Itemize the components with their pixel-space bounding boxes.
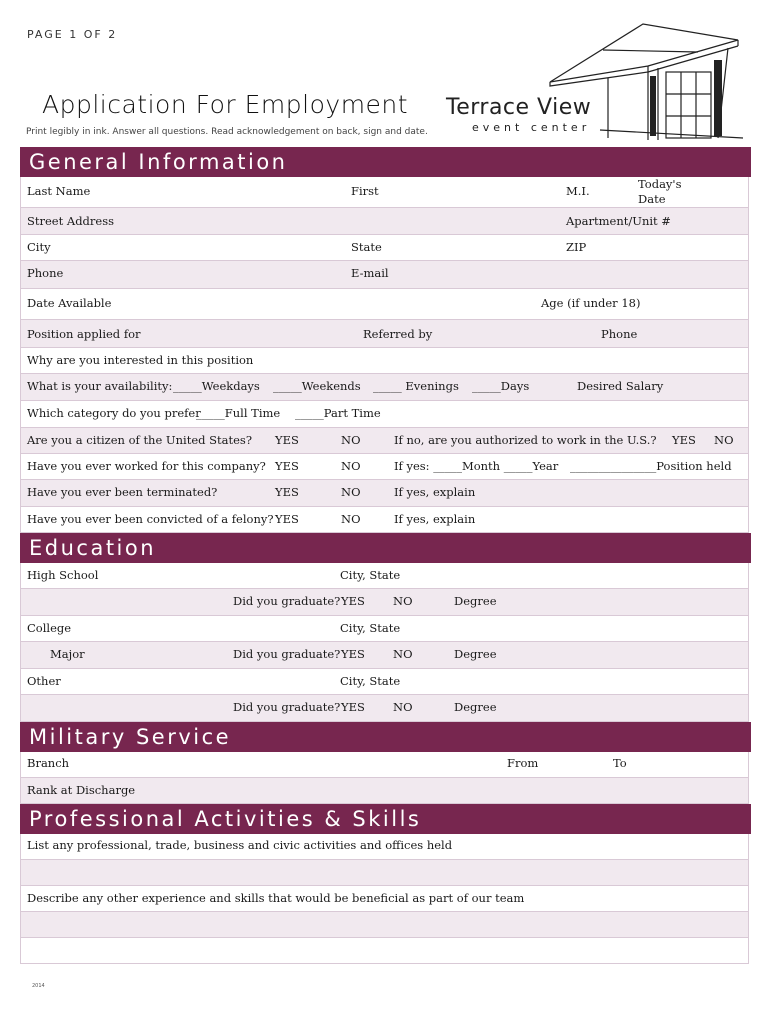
felony-label: Have you ever been convicted of a felony?	[27, 512, 274, 526]
full-time-option[interactable]: _____Full Time	[196, 406, 281, 420]
zip-label: ZIP	[566, 240, 587, 254]
describe-row[interactable]	[20, 886, 749, 912]
availability-label: What is your availability:	[27, 379, 173, 393]
days-option[interactable]: _____Days	[472, 379, 530, 393]
first-name-label: First	[351, 184, 379, 198]
major-label: Major	[50, 647, 85, 661]
why-interested-row[interactable]	[20, 348, 749, 374]
worked-before-label: Have you ever worked for this company?	[27, 459, 266, 473]
hs-graduate-label: Did you graduate?	[233, 594, 341, 608]
logo-name: Terrace View	[446, 95, 592, 120]
other-graduate-label: Did you graduate?	[233, 700, 341, 714]
age-label: Age (if under 18)	[541, 296, 641, 310]
authorized-yes[interactable]: YES	[672, 433, 696, 447]
education-header: Education	[20, 533, 751, 563]
terminated-label: Have you ever been terminated?	[27, 485, 218, 499]
logo-tagline: event center	[472, 121, 591, 134]
college-row[interactable]	[20, 616, 749, 642]
college-graduate-label: Did you graduate?	[233, 647, 341, 661]
describe-blank-row-2[interactable]	[20, 938, 749, 964]
other-degree-label: Degree	[454, 700, 497, 714]
other-city-state-label: City, State	[340, 674, 401, 688]
other-school-row[interactable]	[20, 669, 749, 695]
last-name-label: Last Name	[27, 184, 91, 198]
position-label: Position applied for	[27, 327, 141, 341]
felony-row[interactable]	[20, 507, 749, 533]
hs-degree-label: Degree	[454, 594, 497, 608]
worked-when-label: If yes: _____Month _____Year	[394, 459, 559, 473]
terminated-no[interactable]: NO	[341, 485, 361, 499]
date-available-row[interactable]	[20, 289, 749, 320]
felony-no[interactable]: NO	[341, 512, 361, 526]
category-row[interactable]	[20, 401, 749, 428]
branch-label: Branch	[27, 756, 70, 770]
hs-yes[interactable]: YES	[341, 594, 365, 608]
referrer-phone-label: Phone	[601, 327, 638, 341]
mi-label: M.I.	[566, 184, 590, 198]
why-interested-label: Why are you interested in this position	[27, 353, 254, 367]
college-degree-label: Degree	[454, 647, 497, 661]
evenings-option[interactable]: _____ Evenings	[373, 379, 459, 393]
authorized-label: If no, are you authorized to work in the U.S.?	[394, 433, 657, 447]
todays-date-label-1: Today's	[638, 177, 682, 191]
phone-label: Phone	[27, 266, 64, 280]
branch-row[interactable]	[20, 752, 749, 778]
citizen-no[interactable]: NO	[341, 433, 361, 447]
weekends-option[interactable]: _____Weekends	[273, 379, 361, 393]
hs-city-state-label: City, State	[340, 568, 401, 582]
to-label: To	[613, 756, 627, 770]
college-city-state-label: City, State	[340, 621, 401, 635]
street-address-label: Street Address	[27, 214, 115, 228]
general-info-header: General Information	[20, 147, 751, 177]
weekdays-option[interactable]: _____Weekdays	[173, 379, 260, 393]
terminated-yes[interactable]: YES	[275, 485, 299, 499]
other-graduate-row[interactable]	[20, 695, 749, 722]
instructions-text: Print legibly in ink. Answer all questions. Read acknowledgement on back, sign and date.	[26, 127, 428, 137]
terminated-explain-label: If yes, explain	[394, 485, 476, 499]
citizen-label: Are you a citizen of the United States?	[27, 433, 252, 447]
worked-yes[interactable]: YES	[275, 459, 299, 473]
street-row[interactable]	[20, 208, 749, 235]
activities-label: List any professional, trade, business and civic activities and offices held	[27, 838, 453, 852]
high-school-label: High School	[27, 568, 99, 582]
college-no[interactable]: NO	[393, 647, 413, 661]
phone-row[interactable]	[20, 261, 749, 289]
email-label: E-mail	[351, 266, 389, 280]
other-school-label: Other	[27, 674, 61, 688]
name-row[interactable]	[20, 177, 749, 208]
footer-mark: 2014	[32, 983, 45, 989]
worked-before-row[interactable]	[20, 454, 749, 480]
city-row[interactable]	[20, 235, 749, 261]
college-label: College	[27, 621, 72, 635]
part-time-option[interactable]: _____Part Time	[295, 406, 381, 420]
rank-row[interactable]	[20, 778, 749, 804]
worked-no[interactable]: NO	[341, 459, 361, 473]
felony-yes[interactable]: YES	[275, 512, 299, 526]
date-available-label: Date Available	[27, 296, 112, 310]
citizen-yes[interactable]: YES	[275, 433, 299, 447]
terminated-row[interactable]	[20, 480, 749, 507]
city-label: City	[27, 240, 51, 254]
category-label: Which category do you prefer	[27, 406, 201, 420]
authorized-no[interactable]: NO	[714, 433, 734, 447]
state-label: State	[351, 240, 382, 254]
from-label: From	[507, 756, 539, 770]
other-yes[interactable]: YES	[341, 700, 365, 714]
position-row[interactable]	[20, 320, 749, 348]
page-label: PAGE 1 OF 2	[27, 28, 118, 41]
availability-row[interactable]	[20, 374, 749, 401]
college-yes[interactable]: YES	[341, 647, 365, 661]
activities-blank-row[interactable]	[20, 860, 749, 886]
apartment-label: Apartment/Unit #	[566, 214, 671, 228]
activities-row[interactable]	[20, 834, 749, 860]
felony-explain-label: If yes, explain	[394, 512, 476, 526]
describe-blank-row-1[interactable]	[20, 912, 749, 938]
college-graduate-row[interactable]	[20, 642, 749, 669]
high-school-row[interactable]	[20, 563, 749, 589]
referred-by-label: Referred by	[363, 327, 433, 341]
desired-salary-label: Desired Salary	[577, 379, 664, 393]
citizen-row[interactable]	[20, 428, 749, 454]
todays-date-label-2: Date	[638, 192, 666, 206]
page-title: Application For Employment	[42, 90, 409, 119]
other-no[interactable]: NO	[393, 700, 413, 714]
rank-label: Rank at Discharge	[27, 783, 136, 797]
position-held-label: _______________Position held	[570, 459, 732, 473]
military-header: Military Service	[20, 722, 751, 752]
hs-no[interactable]: NO	[393, 594, 413, 608]
describe-label: Describe any other experience and skills that would be beneficial as part of our team	[27, 891, 525, 905]
skills-header: Professional Activities & Skills	[20, 804, 751, 834]
hs-graduate-row[interactable]	[20, 589, 749, 616]
